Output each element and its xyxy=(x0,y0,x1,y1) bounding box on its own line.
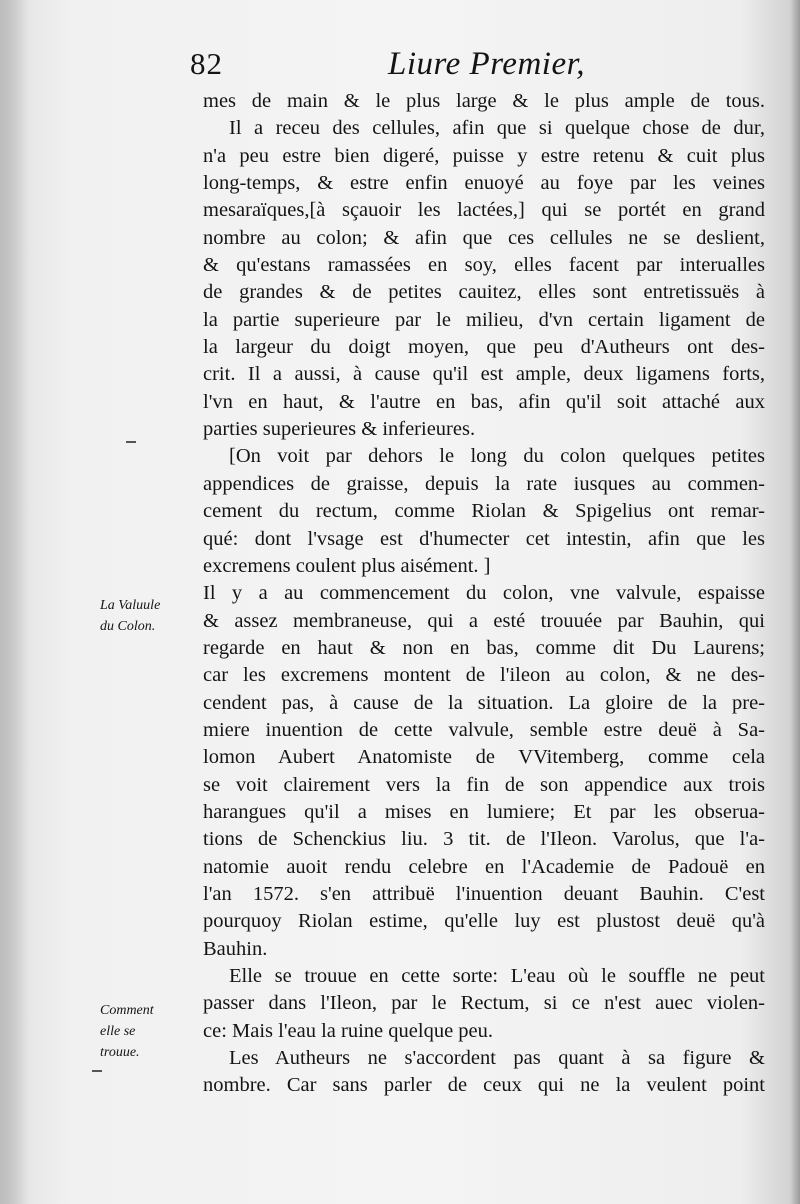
text-line: la partie superieure par le milieu, d'vn certain ligament de xyxy=(203,308,765,331)
text-line: mes de main & le plus large & le plus ample de tous. xyxy=(203,90,765,112)
text-line: l'an 1572. s'en attribuë l'inuention deuant Bauhin. C'est xyxy=(203,882,765,905)
text-line: ce: Mais l'eau la ruine quelque peu. xyxy=(203,1019,494,1042)
text-line: [On voit par dehors le long du colon quelques petites xyxy=(229,445,765,468)
marginal-note-line: du Colon. xyxy=(100,619,156,634)
text-line: qué: dont l'vsage est d'humecter cet intestin, afin que les xyxy=(203,527,765,550)
text-line: miere inuention de cette valvule, semble estre deuë à Sa- xyxy=(203,718,765,741)
text-line: harangues qu'il a mises en lumiere; Et par les obserua- xyxy=(203,800,765,823)
text-line: Bauhin. xyxy=(203,937,268,960)
marginal-note-line: elle se xyxy=(100,1024,136,1039)
text-line: long-temps, & estre enfin enuoyé au foye par les veines xyxy=(203,172,765,195)
text-line: natomie auoit rendu celebre en l'Academie de Padouë en xyxy=(203,855,765,878)
text-line: tions de Schenckius liu. 3 tit. de l'Ileon. Varolus, que l'a- xyxy=(203,828,765,851)
text-line: se voit clairement vers la fin de son appendice aux trois xyxy=(203,773,765,796)
text-line: excremens coulent plus aisément. ] xyxy=(203,554,491,577)
marginal-note-comment xyxy=(100,1000,192,1063)
marginal-note-line: La Valuule xyxy=(100,598,161,613)
margin-dash xyxy=(92,1070,102,1072)
text-line: Il y a au commencement du colon, vne valvule, espaisse xyxy=(203,582,765,605)
text-line: cement du rectum, comme Riolan & Spigelius ont remar- xyxy=(203,500,765,523)
text-line: l'vn en haut, & l'autre en bas, afin qu'il soit attaché aux xyxy=(203,390,765,413)
text-line: parties superieures & inferieures. xyxy=(203,418,476,441)
text-line: cendent pas, à cause de la situation. La gloire de la pre- xyxy=(203,691,765,714)
text-line: lomon Aubert Anatomiste de VVitemberg, comme cela xyxy=(203,746,765,769)
text-line: Elle se trouue en cette sorte: L'eau où le souffle ne peut xyxy=(229,965,765,987)
text-line: crit. Il a aussi, à cause qu'il est ample, deux ligamens forts, xyxy=(203,363,765,386)
marginal-note-line: Comment xyxy=(100,1003,154,1018)
text-line: nombre au colon; & afin que ces cellules ne se deslient, xyxy=(203,226,765,249)
text-line: n'a peu estre bien digeré, puisse y estre retenu & cuit plus xyxy=(203,144,765,167)
marginal-note-valvule xyxy=(100,595,192,637)
text-line: appendices de graisse, depuis la rate iusques au commen- xyxy=(203,472,765,495)
text-line: mesaraïques,[à sçauoir les lactées,] qui se portét en grand xyxy=(203,199,765,222)
text-line: la largeur du doigt moyen, que peu d'Autheurs ont des- xyxy=(203,336,765,359)
text-line: & qu'estans ramassées en soy, elles facent par interualles xyxy=(203,254,765,277)
text-line: Il a receu des cellules, afin que si quelque chose de dur, xyxy=(229,117,765,140)
page-header xyxy=(190,46,750,92)
page-shadow xyxy=(0,0,30,1204)
text-line: Les Autheurs ne s'accordent pas quant à sa figure & xyxy=(229,1047,765,1070)
text-line: pourquoy Riolan estime, qu'elle luy est plustost deuë qu'à xyxy=(203,910,765,933)
running-title: Liure Premier, xyxy=(388,46,586,82)
page-number: 82 xyxy=(190,46,223,81)
text-line: de grandes & de petites cauitez, elles sont entretissuës à xyxy=(203,281,765,304)
text-line: regarde en haut & non en bas, comme dit Du Laurens; xyxy=(203,636,765,659)
body-text xyxy=(203,88,765,1100)
text-line: passer dans l'Ileon, par le Rectum, si ce n'est auec violen- xyxy=(203,992,765,1015)
margin-dash xyxy=(126,441,136,443)
marginal-note-line: trouue. xyxy=(100,1045,140,1060)
text-line: & assez membraneuse, qui a esté trouuée par Bauhin, qui xyxy=(203,609,765,632)
text-line: car les excremens montent de l'ileon au colon, & ne des- xyxy=(203,664,765,687)
text-line: nombre. Car sans parler de ceux qui ne la veulent point xyxy=(203,1074,765,1097)
